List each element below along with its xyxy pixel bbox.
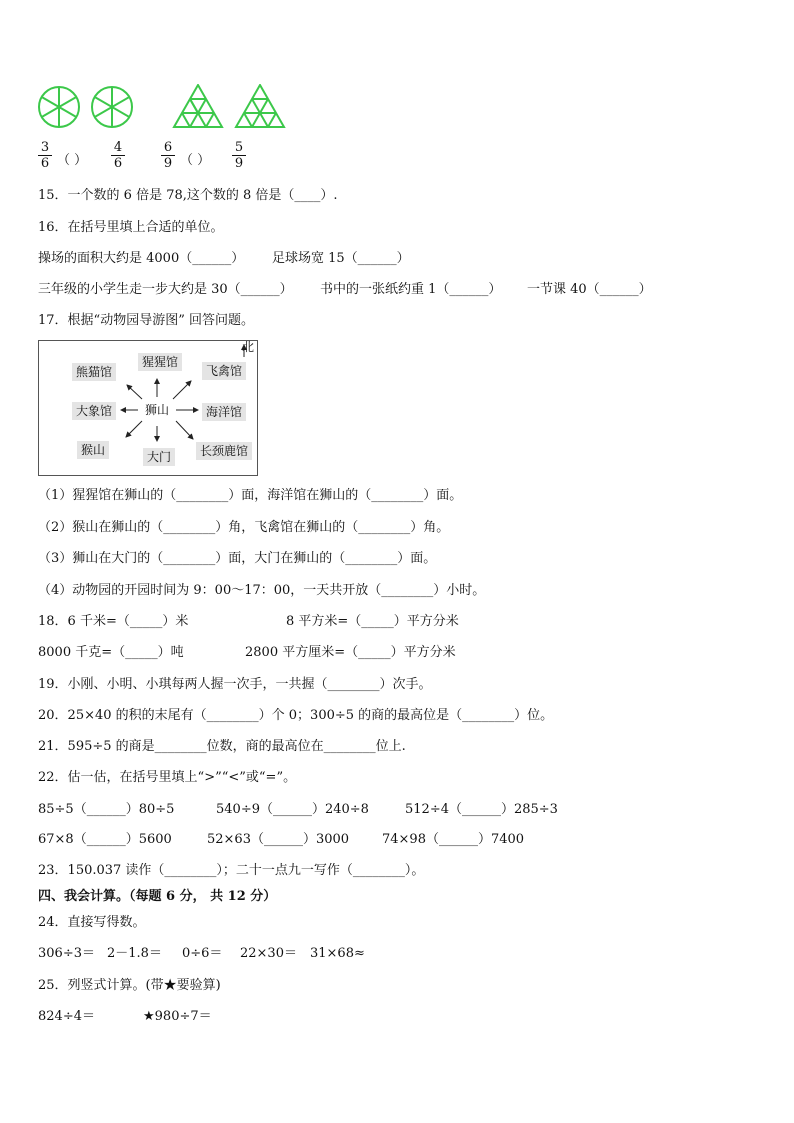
question-22-r2-c: 74×98（______）7400	[382, 832, 525, 847]
north-label: 北	[242, 340, 255, 354]
question-15: 15．一个数的 6 倍是 78,这个数的 8 倍是（____）.	[38, 188, 338, 203]
question-24-expr-2: 2－1.8＝	[107, 946, 162, 961]
map-s-label: 大门	[143, 448, 175, 466]
question-16-line2c: 一节课 40（______）	[527, 282, 652, 297]
question-16-title: 16．在括号里填上合适的单位。	[38, 220, 224, 235]
map-sw-label: 猴山	[77, 441, 109, 459]
circle-sixths-2	[92, 87, 132, 127]
question-25-expr-1: 824÷4＝	[38, 1009, 95, 1024]
question-17-item-2: （2）猴山在狮山的（________）角，飞禽馆在狮山的（________）角。	[38, 520, 450, 535]
compare-paren-2: （ ）	[180, 153, 211, 168]
fraction-6-9: $\frac{6}{9}$	[161, 140, 175, 171]
question-16-line1b: 足球场宽 15（______）	[272, 251, 410, 266]
question-18-c: 8000 千克=（_____）吨	[38, 645, 184, 660]
map-center-label: 狮山	[145, 403, 170, 417]
question-18-a: 18．6 千米=（_____）米	[38, 614, 189, 629]
question-24-expr-1: 306÷3＝	[38, 946, 95, 961]
question-20: 20．25×40 的积的末尾有（________）个 0；300÷5 的商的最高位是（________）位。	[38, 708, 554, 723]
map-ne-label: 飞禽馆	[202, 362, 246, 380]
zoo-map	[38, 340, 258, 476]
question-19: 19．小刚、小明、小琪每两人握一次手，一共握（________）次手。	[38, 677, 432, 692]
compare-paren-1: （ ）	[57, 153, 88, 168]
map-se-label: 长颈鹿馆	[196, 442, 252, 460]
question-24-expr-5: 31×68≈	[310, 946, 365, 961]
question-16-line2b: 书中的一张纸约重 1（______）	[320, 282, 502, 297]
triangle-ninths-1	[174, 85, 222, 127]
question-16-line1a: 操场的面积大约是 4000（______）	[38, 251, 245, 266]
fraction-5-9: $\frac{5}{9}$	[232, 140, 246, 171]
question-24-expr-4: 22×30＝	[240, 946, 297, 961]
question-22-r1-a: 85÷5（______）80÷5	[38, 802, 175, 817]
question-18-d: 2800 平方厘米=（_____）平方分米	[245, 645, 456, 660]
question-22-r2-a: 67×8（______）5600	[38, 832, 172, 847]
map-nw-label: 熊猫馆	[72, 363, 116, 381]
fraction-shapes	[36, 84, 288, 130]
question-25-title: 25．列竖式计算。(带★要验算)	[38, 978, 221, 993]
map-w-label: 大象馆	[72, 402, 116, 420]
triangle-ninths-2	[236, 85, 284, 127]
map-e-label: 海洋馆	[202, 403, 246, 421]
fraction-4-6: $\frac{4}{6}$	[111, 140, 125, 171]
question-18-b: 8 平方米=（_____）平方分米	[286, 614, 459, 629]
question-21: 21．595÷5 的商是________位数，商的最高位在________位上.	[38, 739, 406, 754]
section-4-heading: 四、我会计算。（每题 6 分， 共 12 分）	[38, 889, 277, 904]
question-17-title: 17．根据“动物园导游图” 回答问题。	[38, 313, 254, 328]
question-24-title: 24．直接写得数。	[38, 915, 146, 930]
question-17-item-1: （1）猩猩馆在狮山的（________）面，海洋馆在狮山的（________）面。	[38, 488, 463, 503]
question-22-r1-b: 540÷9（______）240÷8	[216, 802, 369, 817]
question-23: 23．150.037 读作（________）；二十一点九一写作（________）。	[38, 863, 425, 878]
question-25-expr-2: ★980÷7＝	[143, 1009, 212, 1024]
question-17-item-4: （4）动物园的开园时间为 9：00～17：00，一天共开放（________）小时。	[38, 583, 486, 598]
fraction-3-6: $\frac{3}{6}$	[38, 140, 52, 171]
map-n-label: 猩猩馆	[138, 353, 182, 371]
question-16-line2a: 三年级的小学生走一步大约是 30（______）	[38, 282, 293, 297]
question-17-item-3: （3）狮山在大门的（________）面，大门在狮山的（________）面。	[38, 551, 437, 566]
question-24-expr-3: 0÷6＝	[182, 946, 223, 961]
question-22-title: 22．估一估，在括号里填上“>”“<”或“=”。	[38, 770, 297, 785]
question-22-r2-b: 52×63（______）3000	[207, 832, 350, 847]
circle-sixths-1	[39, 87, 79, 127]
question-22-r1-c: 512÷4（______）285÷3	[405, 802, 558, 817]
